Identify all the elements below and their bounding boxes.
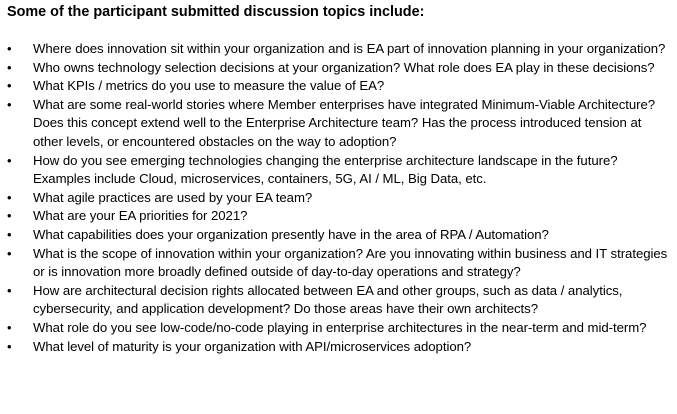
topic-text: Who owns technology selection decisions at your organization? What role does EA play in these decisions? [33,59,655,75]
bullet-icon: • [7,245,12,261]
list-item [7,77,672,96]
topic-text: What are some real-world stories where Member enterprises have integrated Minimum-Viable Architecture? Does this concept extend well to the Enterprise Architecture team? Has the process introduced tension at other levels, or encountered obstacles on the way to adoption? [33,96,656,149]
list-item [7,152,672,189]
list-item [7,189,672,208]
list-item [7,226,672,245]
bullet-icon: • [7,338,12,354]
bullet-icon: • [7,319,12,335]
topic-text: Where does innovation sit within your organization and is EA part of innovation planning in your organization? [33,41,666,56]
topic-text: How do you see emerging technologies changing the enterprise architecture landscape in the future? Examples include Cloud, microservices, containers, 5G, AI / ML, Big Data, etc. [33,152,618,187]
document-body [7,3,672,356]
bullet-icon: • [7,189,12,205]
list-item [7,59,672,78]
bullet-icon: • [7,152,12,168]
topic-text: What KPIs / metrics do you use to measure the value of EA? [33,78,385,94]
bullet-icon: • [7,226,12,242]
topics-list [7,40,672,356]
topic-text: What agile practices are used by your EA team? [33,189,313,205]
topic-text: What are your EA priorities for 2021? [33,208,248,224]
topic-text: What level of maturity is your organization with API/microservices adoption? [33,338,472,354]
list-item [7,282,672,319]
bullet-icon: • [7,78,12,94]
bullet-icon: • [7,41,12,56]
bullet-icon: • [7,282,12,298]
list-item [7,40,672,59]
bullet-icon: • [7,96,12,112]
topic-text: What is the scope of innovation within your organization? Are you innovating within business and IT strategies or is innovation more broadly defined outside of day-to-day operations and strategy? [33,245,668,280]
bullet-icon: • [7,208,12,224]
list-item [7,338,672,357]
list-item [7,245,672,282]
list-item [7,96,672,152]
topic-text: How are architectural decision rights allocated between EA and other groups, such as data / analytics, cybersecurity, and application development? Do those areas have their own architects? [33,282,623,317]
list-item [7,207,672,226]
bullet-icon: • [7,59,12,75]
section-heading: Some of the participant submitted discussion topics include: [7,4,425,20]
list-item [7,319,672,338]
topic-text: What capabilities does your organization presently have in the area of RPA / Automation? [33,226,549,242]
topic-text: What role do you see low-code/no-code playing in enterprise architectures in the near-term and mid-term? [33,319,647,335]
